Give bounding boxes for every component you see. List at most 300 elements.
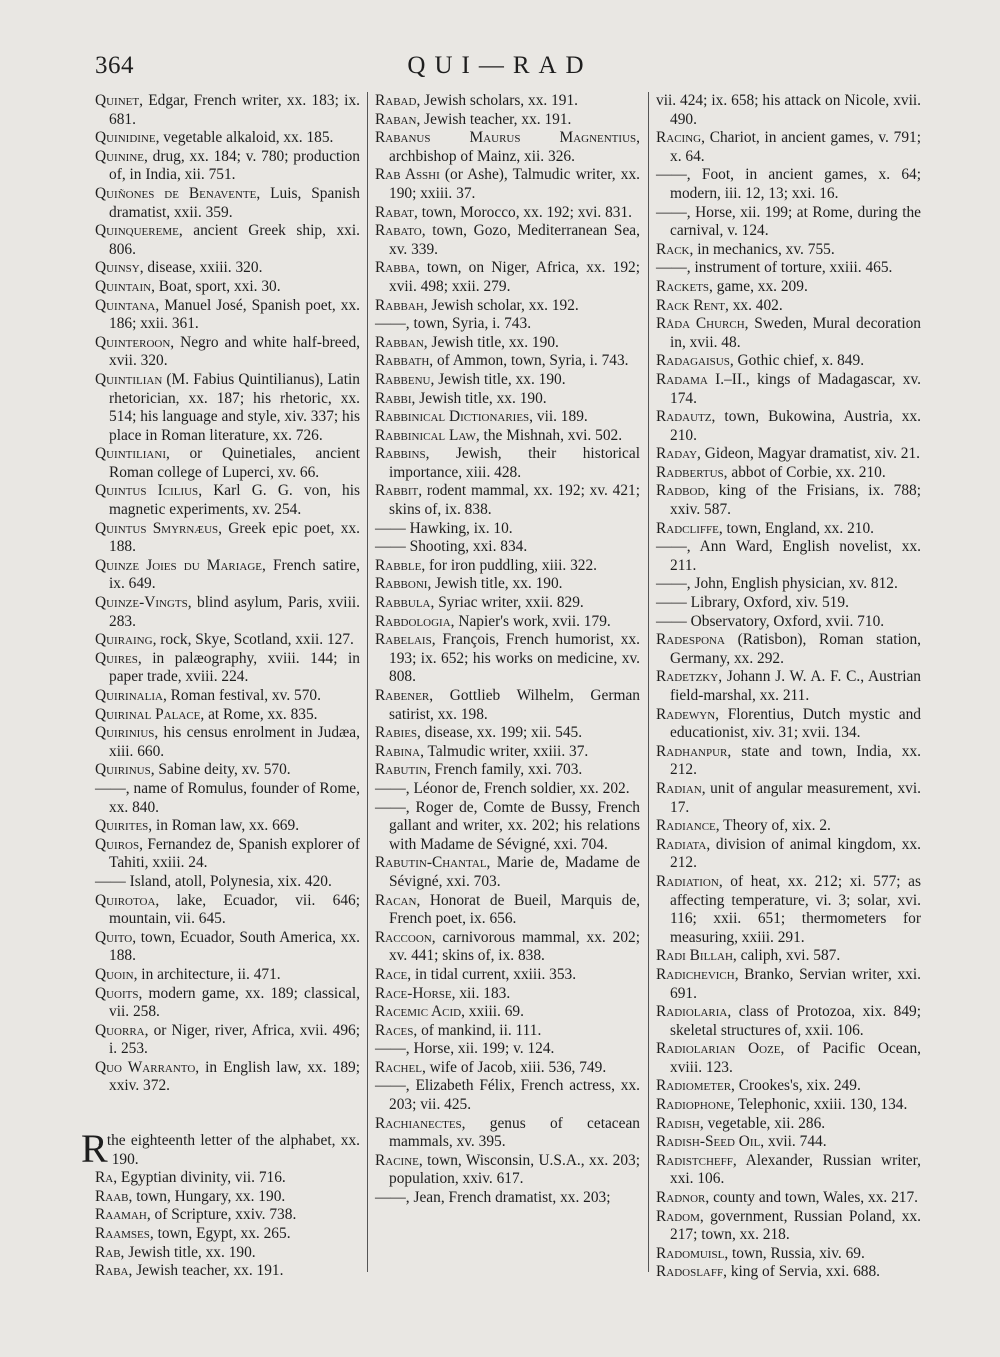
running-head: QUI—RAD: [407, 52, 593, 79]
index-entry: [95, 371, 360, 445]
entry-headword: Rabbah: [375, 296, 424, 314]
entry-headword: Radian: [656, 779, 702, 797]
index-entry: [375, 427, 640, 446]
entry-headword: Quinquereme: [95, 222, 179, 240]
entry-headword: Quintus Icilius: [95, 482, 199, 500]
entry-headword: Rabanus Maurus Magnentius: [375, 129, 637, 147]
index-entry: [656, 408, 921, 445]
index-entry: [375, 204, 640, 223]
entry-headword: Radbod: [656, 482, 706, 500]
entry-headword: Rabato: [375, 222, 422, 240]
index-entry: [375, 613, 640, 632]
entry-headword: Quinine: [95, 147, 144, 165]
index-entry: [656, 445, 921, 464]
index-entry: [375, 222, 640, 259]
index-entry: [656, 371, 921, 408]
index-entry: [375, 482, 640, 519]
entry-text: , Sweden, Mural decoration in, xvii. 48.: [670, 315, 921, 351]
column-divider: [367, 92, 368, 1272]
entry-headword: Quintus Smyrnæus: [95, 519, 219, 537]
index-entry: [656, 1133, 921, 1152]
entry-headword: Rabbenu: [375, 370, 431, 388]
index-entry: [375, 315, 640, 334]
index-entry: [656, 1096, 921, 1115]
entry-text: , in mechanics, xv. 755.: [689, 240, 835, 258]
entry-text: ——, town, Syria, i. 743.: [375, 315, 532, 333]
entry-headword: Radom: [656, 1207, 700, 1225]
entry-headword: Quiros: [95, 835, 140, 853]
entry-text: , town, Wisconsin, U.S.A., xx. 203; population, xxiv. 617.: [389, 1151, 640, 1188]
entry-headword: Rabble: [375, 556, 422, 574]
entry-text: , town, Bukowina, Austria, xx. 210.: [670, 408, 921, 444]
index-entry: [656, 1263, 921, 1282]
entry-text: , Johann J. W. A. F. C., Austrian field-marshal, xx. 211.: [670, 668, 921, 704]
index-entry: [375, 334, 640, 353]
index-entry: [375, 631, 640, 687]
entry-headword: Raba: [95, 1262, 129, 1280]
entry-text: , Karl G. G. von, his magnetic experiments, xv. 254.: [109, 482, 360, 519]
index-entry: [95, 873, 360, 892]
index-entry: [95, 1022, 360, 1059]
entry-text: , Napier's work, xvii. 179.: [450, 612, 611, 630]
index-entry: [656, 966, 921, 1003]
entry-text: ——, Léonor de, French soldier, xx. 202.: [375, 779, 630, 797]
entry-text: , Jewish title, xx. 190.: [423, 333, 559, 351]
entry-headword: Quinze Joies du Mariage: [95, 556, 262, 574]
index-entry: [95, 761, 360, 780]
entry-text: , Egyptian divinity, vii. 716.: [113, 1169, 286, 1187]
index-entry: [656, 1245, 921, 1264]
index-entry: [375, 985, 640, 1004]
entry-headword: Rabboni: [375, 575, 428, 593]
entry-text: , vegetable alkaloid, xx. 185.: [155, 129, 334, 147]
entry-text: , in palæography, xviii. 144; in paper trade, xviii. 224.: [109, 649, 360, 686]
index-entry: [656, 873, 921, 947]
index-entry: [375, 92, 640, 111]
entry-headword: Radi Billah: [656, 947, 733, 965]
entry-text: , xxiii. 69.: [461, 1003, 524, 1021]
index-entry: [375, 129, 640, 166]
entry-headword: Quirinius: [95, 724, 155, 742]
index-entry: [656, 668, 921, 705]
index-entry: [656, 1040, 921, 1077]
index-entry: [656, 594, 921, 613]
entry-text: , Jewish, their historical importance, xiii. 428.: [389, 445, 640, 481]
index-entry: [375, 371, 640, 390]
entry-headword: Radistcheff: [656, 1151, 733, 1169]
entry-text: —— Library, Oxford, xiv. 519.: [656, 594, 849, 612]
entry-text: , Gottlieb Wilhelm, German satirist, xx. 198.: [389, 687, 640, 723]
entry-headword: Raamah: [95, 1206, 147, 1224]
entry-text: , unit of angular measurement, xvi. 17.: [670, 779, 921, 816]
index-entry: [95, 278, 360, 297]
entry-text: , xii. 183.: [451, 984, 511, 1002]
entry-text: ——, Elizabeth Félix, French actress, xx. 203; vii. 425.: [375, 1077, 640, 1114]
entry-text: , French family, xxi. 703.: [426, 761, 583, 779]
index-entry: [656, 352, 921, 371]
index-entry: [375, 408, 640, 427]
entry-text: (or Ashe), Talmudic writer, xx. 190; xxiii. 37.: [389, 166, 640, 202]
entry-text: , genus of cetacean mammals, xv. 395.: [389, 1114, 640, 1151]
index-column-2: [375, 92, 640, 1208]
index-entry: [95, 185, 360, 222]
entry-text: , king of Servia, xxi. 688.: [723, 1263, 881, 1281]
entry-text: ——, Foot, in ancient games, x. 64; modern, iii. 12, 13; xxi. 16.: [656, 166, 921, 202]
index-entry: [95, 1059, 360, 1096]
index-entry: [95, 1206, 360, 1225]
entry-text: , Jewish title, xx. 190.: [430, 370, 566, 388]
entry-text: , of Pacific Ocean, xviii. 123.: [670, 1040, 921, 1076]
entry-text: , or Quinetiales, ancient Roman college of Luperci, xv. 66.: [109, 445, 360, 481]
entry-text: , Roman festival, xv. 570.: [162, 687, 321, 704]
entry-text: , Manuel José, Spanish poet, xx. 186; xxii. 361.: [109, 296, 360, 333]
entry-text: , rock, Skye, Scotland, xxii. 127.: [152, 631, 354, 649]
entry-headword: Rab Asshi: [375, 166, 440, 184]
index-entry: [375, 557, 640, 576]
entry-headword: Quorra: [95, 1021, 145, 1039]
index-entry: [375, 259, 640, 296]
entry-text: , drug, xx. 184; v. 780; production of, in India, xii. 751.: [109, 147, 360, 184]
entry-headword: Radiation: [656, 872, 719, 890]
entry-headword: Rabener: [375, 687, 430, 704]
entry-text: , Negro and white half-breed, xvii. 320.: [109, 333, 360, 370]
entry-headword: Quoin: [95, 965, 134, 983]
entry-text: , town, Morocco, xx. 192; xvi. 831.: [414, 203, 633, 221]
entry-text: , François, French humorist, xx. 193; ix. 652; his works on medicine, xv. 808.: [389, 631, 640, 686]
entry-text: , modern game, xx. 189; classical, vii. 258.: [109, 984, 360, 1021]
entry-text: , the Mishnah, xvi. 502.: [475, 426, 623, 444]
index-entry: [375, 1059, 640, 1078]
entry-headword: Radespona: [656, 631, 725, 649]
index-entry: [95, 148, 360, 185]
entry-headword: Quintana: [95, 296, 156, 314]
entry-text: , class of Protozoa, xix. 849; skeletal structures of, xxii. 106.: [670, 1003, 921, 1039]
entry-text: —— Island, atoll, Polynesia, xix. 420.: [95, 872, 332, 890]
entry-headword: Quiraing: [95, 631, 153, 649]
index-entry: [375, 575, 640, 594]
entry-text: , Jewish scholars, xx. 191.: [416, 92, 579, 109]
entry-text: , Gideon, Magyar dramatist, xiv. 21.: [697, 445, 921, 463]
entry-text: , ancient Greek ship, xxi. 806.: [109, 222, 360, 258]
drop-initial: R: [81, 1126, 108, 1172]
entry-text: , in architecture, ii. 471.: [133, 965, 281, 983]
index-entry: [656, 1003, 921, 1040]
entry-headword: Racing: [656, 129, 702, 147]
index-entry: [656, 241, 921, 260]
index-entry: [375, 520, 640, 539]
index-entry: [375, 538, 640, 557]
entry-headword: Rabbit: [375, 482, 419, 500]
entry-headword: Rabba: [375, 259, 416, 277]
entry-headword: Racan: [375, 891, 417, 909]
index-entry: [95, 966, 360, 985]
entry-headword: Rabelais: [375, 631, 432, 649]
entry-headword: Radish: [656, 1114, 700, 1132]
entry-headword: Radiance: [656, 817, 716, 835]
entry-headword: Radiolaria: [656, 1003, 728, 1021]
index-entry: [656, 278, 921, 297]
entry-text: , xvii. 744.: [760, 1133, 827, 1151]
entry-text: , Jewish scholar, xx. 192.: [423, 296, 579, 314]
entry-text: , in tidal current, xxiii. 353.: [407, 965, 577, 983]
index-entry: [95, 594, 360, 631]
index-column-3: [656, 92, 921, 1282]
index-entry: [375, 761, 640, 780]
index-entry: [656, 464, 921, 483]
entry-text: , state and town, India, xx. 212.: [670, 742, 921, 779]
entry-text: , wife of Jacob, xiii. 536, 749.: [421, 1058, 607, 1076]
entry-text: , Greek epic poet, xx. 188.: [109, 519, 360, 556]
index-entry: [375, 111, 640, 130]
entry-text: , blind asylum, Paris, xviii. 283.: [109, 594, 360, 630]
entry-headword: Rabina: [375, 742, 421, 760]
index-entry: [95, 1225, 360, 1244]
entry-headword: Racemic Acid: [375, 1003, 462, 1021]
index-entry: [95, 92, 360, 129]
entry-text: , Jewish title, xx. 190.: [411, 389, 547, 407]
entry-text: , Theory of, xix. 2.: [715, 817, 831, 835]
entry-text: , town, Russia, xiv. 69.: [724, 1244, 865, 1262]
entry-headword: Quinsy: [95, 259, 140, 277]
entry-text: , town, Ecuador, South America, xx. 188.: [109, 928, 360, 965]
entry-headword: Quintiliani: [95, 445, 166, 463]
index-entry: [656, 1208, 921, 1245]
index-entry: [656, 1189, 921, 1208]
index-entry: [656, 836, 921, 873]
index-entry: [656, 743, 921, 780]
entry-text: , Jewish title, xx. 190.: [427, 575, 563, 593]
entry-text: vii. 424; ix. 658; his attack on Nicole, xvii. 490.: [656, 92, 921, 128]
entry-headword: Rabbula: [375, 594, 431, 612]
entry-headword: Radewyn: [656, 705, 716, 723]
entry-headword: Radagaisus: [656, 352, 730, 370]
entry-headword: Quintain: [95, 277, 152, 295]
entry-text: ——, Jean, French dramatist, xx. 203;: [375, 1189, 611, 1207]
entry-headword: Råda Church: [656, 315, 745, 333]
index-entry: [95, 222, 360, 259]
index-entry: [656, 166, 921, 203]
entry-text: , Chariot, in ancient games, v. 791; x. 64.: [670, 129, 921, 165]
index-entry: [375, 854, 640, 891]
entry-headword: Rabdologia: [375, 612, 451, 630]
index-entry: [656, 631, 921, 668]
index-entry: [95, 985, 360, 1022]
entry-text: , Honorat de Bueil, Marquis de, French poet, ix. 656.: [389, 891, 640, 928]
entry-text: , Talmudic writer, xxiii. 37.: [420, 742, 589, 760]
entry-text: , division of animal kingdom, xx. 212.: [670, 835, 921, 872]
index-entry: [375, 724, 640, 743]
entry-headword: Quirinalia: [95, 687, 163, 704]
entry-headword: Quirotoa: [95, 891, 156, 909]
index-entry: [656, 204, 921, 241]
entry-text: , Alexander, Russian writer, xxi. 106.: [670, 1151, 921, 1188]
entry-text: , of mankind, ii. 111.: [413, 1021, 542, 1039]
entry-headword: Radomuisl: [656, 1244, 725, 1262]
entry-text: , for iron puddling, xiii. 322.: [421, 556, 598, 574]
index-entry: [375, 1040, 640, 1059]
entry-text: ——, name of Romulus, founder of Rome, xx. 840.: [95, 779, 360, 816]
entry-text: (Ratisbon), Roman station, Germany, xx. 292.: [670, 631, 921, 667]
index-entry: [656, 315, 921, 352]
entry-headword: Rachel: [375, 1058, 422, 1076]
entry-headword: Quires: [95, 649, 138, 667]
entry-headword: Quirinus: [95, 761, 151, 779]
index-entry: [656, 817, 921, 836]
entry-text: , rodent mammal, xx. 192; xv. 421; skins of, ix. 838.: [389, 482, 640, 519]
entry-text: ——, Horse, xii. 199; v. 124.: [375, 1040, 555, 1058]
index-entry: [95, 892, 360, 929]
entry-headword: Rachianectes: [375, 1114, 462, 1132]
entry-text: —— Shooting, xxi. 834.: [375, 538, 528, 556]
entry-text: , his census enrolment in Judæa, xiii. 660.: [109, 724, 360, 760]
index-entry: [375, 166, 640, 203]
index-entry: [656, 92, 921, 129]
index-entry: [656, 1077, 921, 1096]
entry-headword: Raccoon: [375, 928, 432, 946]
entry-headword: Rabad: [375, 92, 417, 109]
entry-headword: Radbertus: [656, 463, 724, 481]
index-entry: [95, 334, 360, 371]
index-entry: [95, 817, 360, 836]
entry-headword: Radiolarian Ooze: [656, 1040, 781, 1058]
entry-headword: Quirites: [95, 817, 149, 835]
index-entry: [95, 780, 360, 817]
index-entry: [95, 445, 360, 482]
index-entry: [95, 929, 360, 966]
entry-text: , Edgar, French writer, xx. 183; ix. 681.: [109, 92, 360, 128]
index-entry: [95, 1188, 360, 1207]
entry-text: , vii. 189.: [529, 408, 588, 426]
entry-text: , town, England, xx. 210.: [718, 519, 875, 537]
entry-headword: Quo Warranto: [95, 1058, 196, 1076]
entry-text: , Florentius, Dutch mystic and educationist, xiv. 31; xvii. 134.: [670, 705, 921, 742]
entry-text: , town, on Niger, Africa, xx. 192; xvii. 498; xxii. 279.: [389, 259, 640, 295]
entry-headword: Raban: [375, 110, 417, 128]
entry-text: ——, Horse, xii. 199; at Rome, during the carnival, v. 124.: [656, 203, 921, 240]
entry-headword: Ra: [95, 1169, 114, 1187]
entry-headword: Rabbath: [375, 352, 430, 370]
entry-text: , xx. 402.: [725, 296, 783, 314]
index-column-1: [81, 92, 360, 1281]
index-entry: [375, 1003, 640, 1022]
index-entry: [375, 1077, 640, 1114]
entry-text: , Crookes's, xix. 249.: [731, 1077, 861, 1095]
entry-headword: Radautz: [656, 408, 712, 426]
index-entry: [95, 687, 360, 706]
entry-headword: Quinet: [95, 92, 140, 109]
entry-headword: Quito: [95, 928, 133, 946]
entry-headword: Radiophone: [656, 1096, 731, 1114]
letter-r-section: [81, 1126, 360, 1281]
entry-text: , vegetable, xii. 286.: [699, 1114, 826, 1132]
entry-text: —— Observatory, Oxford, xvii. 710.: [656, 612, 885, 630]
index-entry: [375, 1189, 640, 1208]
entry-text: , Jewish teacher, xx. 191.: [416, 110, 572, 128]
index-entry: [656, 129, 921, 166]
entry-text: , county and town, Wales, xx. 217.: [705, 1189, 919, 1207]
entry-text: , game, xx. 209.: [709, 277, 808, 295]
entry-text: —— Hawking, ix. 10.: [375, 519, 513, 537]
entry-text: I.–II., kings of Madagascar, xv. 174.: [670, 370, 921, 407]
entry-text: , disease, xxiii. 320.: [139, 259, 263, 277]
index-entry: [95, 706, 360, 725]
entry-headword: Rabbinical Dictionaries: [375, 408, 530, 426]
entry-text: , of Ammon, town, Syria, i. 743.: [429, 352, 629, 370]
entry-text: , French satire, ix. 649.: [109, 556, 360, 593]
entry-text: ——, John, English physician, xv. 812.: [656, 575, 898, 593]
entry-text: , of Scripture, xxiv. 738.: [146, 1206, 297, 1224]
index-entry: [375, 1152, 640, 1189]
entry-text: , lake, Ecuador, vii. 646; mountain, vii. 645.: [109, 891, 360, 928]
index-entry: [95, 836, 360, 873]
entry-text: , abbot of Corbie, xx. 210.: [723, 463, 886, 481]
index-entry: [375, 1022, 640, 1041]
index-entry: [95, 259, 360, 278]
column-divider: [648, 92, 649, 1272]
entry-text: , Boat, sport, xxi. 30.: [151, 277, 281, 295]
index-entry: [656, 780, 921, 817]
entry-headword: Radoslaff: [656, 1263, 724, 1281]
entry-headword: Rabat: [375, 203, 414, 221]
entry-headword: Radcliffe: [656, 519, 719, 537]
index-entry: [656, 482, 921, 519]
entry-headword: Radish-Seed Oil: [656, 1133, 761, 1151]
entry-text: , disease, xx. 199; xii. 545.: [417, 724, 583, 742]
index-entry: [95, 1262, 360, 1281]
index-entry: [95, 1169, 360, 1188]
index-entry: [375, 445, 640, 482]
entry-headword: Race-Horse: [375, 984, 452, 1002]
index-entry: [656, 520, 921, 539]
entry-text: , Marie de, Madame de Sévigné, xxi. 703.: [389, 854, 640, 890]
entry-headword: Radetzky: [656, 668, 719, 686]
index-entry: [656, 1115, 921, 1134]
letter-r-intro-text: , the eighteenth letter of the alphabet, xx. 190.: [97, 1132, 360, 1168]
entry-headword: Quoits: [95, 984, 139, 1002]
entry-headword: Rack: [656, 240, 690, 258]
entry-headword: Rabbinical Law: [375, 426, 476, 444]
entry-headword: Rabies: [375, 724, 418, 742]
index-entry: [375, 594, 640, 613]
index-entry: [656, 575, 921, 594]
entry-text: , Gothic chief, x. 849.: [729, 352, 865, 370]
entry-headword: Rabbins: [375, 445, 426, 463]
index-entry: [95, 482, 360, 519]
entry-headword: Race: [375, 965, 408, 983]
index-entry: [375, 892, 640, 929]
entry-text: , archbishop of Mainz, xii. 326.: [389, 129, 640, 165]
entry-headword: Rack Rent: [656, 296, 725, 314]
entry-headword: Quirinal Palace: [95, 705, 201, 723]
entry-text: , Fernandez de, Spanish explorer of Tahiti, xxiii. 24.: [109, 835, 360, 872]
index-entry: [656, 259, 921, 278]
entry-text: , king of the Frisians, ix. 788; xxiv. 587.: [670, 482, 921, 519]
entry-headword: Radhanpur: [656, 742, 728, 760]
entry-headword: Raday: [656, 445, 698, 463]
index-entry: [95, 1244, 360, 1263]
entry-text: , Luis, Spanish dramatist, xxii. 359.: [109, 184, 360, 221]
index-entry: [375, 799, 640, 855]
entry-text: , town, Hungary, xx. 190.: [128, 1187, 286, 1205]
entry-headword: Raamses: [95, 1225, 150, 1243]
index-entry: [375, 297, 640, 316]
entry-headword: Raab: [95, 1187, 129, 1205]
index-entry: [656, 297, 921, 316]
entry-headword: Quinidine: [95, 129, 156, 147]
entry-text: , of heat, xx. 212; xi. 577; as affecting temperature, vi. 3; solar, xvi. 116; xxii. 651; thermometers for measuring, xxiii. 291.: [670, 872, 921, 946]
index-entry: [375, 390, 640, 409]
entry-text: ——, Roger de, Comte de Bussy, French gallant and writer, xx. 202; his relations with Madame de Sévigné, xxi. 704.: [375, 798, 640, 853]
